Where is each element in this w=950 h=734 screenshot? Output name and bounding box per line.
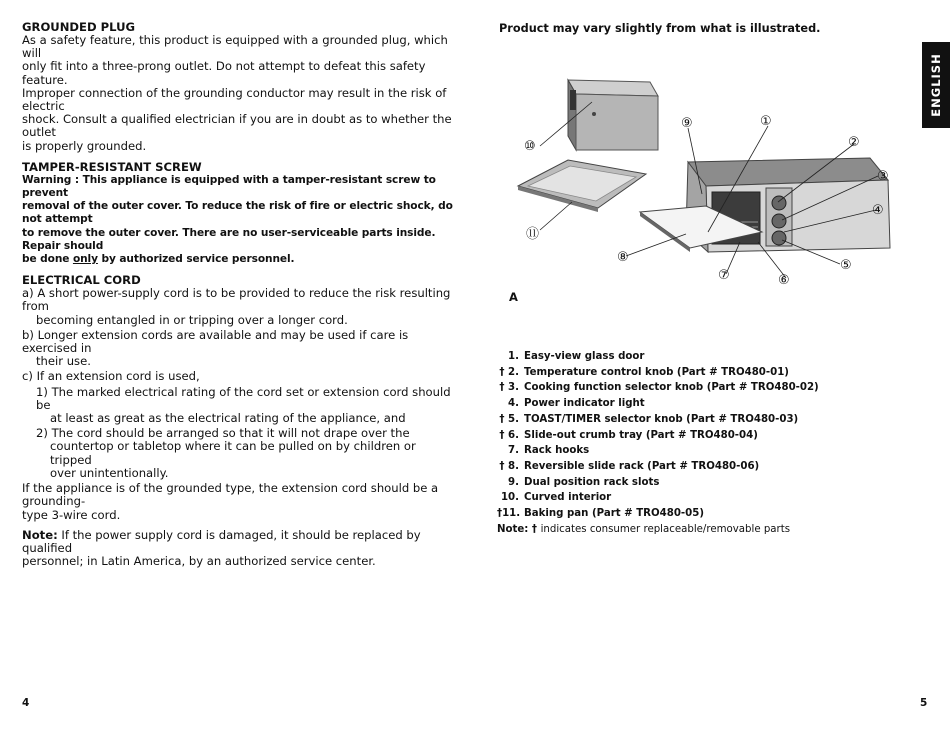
part-number: 1. — [508, 351, 519, 362]
dagger-symbol: † — [528, 523, 541, 535]
oven-drawing — [640, 158, 890, 252]
callout-9: ⑨ — [681, 116, 693, 131]
callout-3: ③ — [877, 169, 889, 184]
cord-grounded-line: If the appliance is of the grounded type, the extension cord should be a grounding- — [22, 481, 439, 509]
part-text: Rack hooks — [524, 445, 590, 457]
list-item — [497, 443, 819, 459]
page-number-right: 5 — [920, 697, 928, 709]
part-text: TOAST/TIMER selector knob (Part # TRO480-03) — [524, 413, 799, 425]
language-tab-label: ENGLISH — [929, 53, 943, 117]
grounded-plug-line: shock. Consult a qualified electrician if you are in doubt as to whether the outlet — [22, 112, 452, 140]
cord-subitem-2: 2) The cord should be arranged so that it will not drape over the — [36, 426, 410, 441]
tamper-warning-line: to remove the outer cover. There are no user-serviceable parts inside. Repair should — [22, 226, 436, 252]
tamper-text: by authorized service personnel. — [97, 253, 295, 266]
part-number: 10. — [500, 492, 519, 504]
list-item — [497, 506, 819, 522]
tamper-warning-line: Warning : This appliance is equipped with a tamper-resistant screw to prevent — [22, 173, 436, 200]
cord-item-a: a) A short power-supply cord is to be provided to reduce the risk resulting from — [22, 286, 451, 314]
cord-item-c: c) If an extension cord is used, — [22, 369, 200, 384]
callout-1: ① — [760, 114, 772, 129]
language-tab — [922, 42, 950, 128]
part-number: †11. — [497, 508, 521, 520]
parts-note-label: Note: — [497, 523, 529, 535]
part-text: Temperature control knob (Part # TRO480-01) — [524, 366, 789, 378]
part-number: † 6. — [499, 429, 519, 441]
grounded-plug-heading: GROUNDED PLUG — [22, 20, 136, 34]
callout-2: ② — [848, 135, 860, 150]
tamper-only-underlined: only — [72, 253, 98, 266]
list-item — [497, 396, 819, 412]
part-number: † 3. — [499, 382, 519, 394]
cord-note-text: If the power supply cord is damaged, it should be replaced by qualified — [22, 527, 421, 555]
part-number: 4. — [508, 398, 519, 410]
callout-4: ④ — [872, 203, 884, 218]
part-text: Slide-out crumb tray (Part # TRO480-04) — [524, 429, 758, 441]
grounded-plug-line: only fit into a three-prong outlet. Do not attempt to defeat this safety feature. — [22, 59, 426, 87]
cord-subitem-2-cont: over unintentionally. — [50, 465, 169, 480]
callout-8: ⑧ — [617, 250, 629, 265]
tamper-warning-line: removal of the outer cover. To reduce the risk of fire or electric shock, do not attempt — [22, 200, 453, 226]
cord-note — [22, 529, 460, 555]
baking-pan-drawing — [518, 160, 646, 212]
cord-note-label: Note: — [22, 527, 58, 542]
tamper-text: be done — [22, 253, 73, 266]
list-item — [497, 490, 819, 506]
part-number: 9. — [508, 476, 519, 488]
callout-5: ⑤ — [840, 258, 852, 273]
figure-label: A — [509, 290, 518, 304]
cord-item-b: b) Longer extension cords are available and may be used if care is exercised in — [22, 327, 409, 356]
list-item — [497, 380, 819, 396]
part-text: Baking pan (Part # TRO480-05) — [524, 508, 704, 520]
part-text: Easy-view glass door — [524, 351, 645, 362]
grounded-plug-line: Improper connection of the grounding conductor may result in the risk of electric — [22, 85, 447, 114]
crumb-tray-drawing — [568, 80, 658, 150]
part-text: Dual position rack slots — [524, 476, 660, 488]
callout-10: ⑩ — [524, 139, 536, 154]
page-number-left: 4 — [22, 697, 30, 709]
cord-subitem-1: 1) The marked electrical rating of the cord set or extension cord should be — [36, 384, 451, 412]
list-item — [497, 365, 819, 381]
callout-6: ⑥ — [778, 273, 790, 288]
cord-item-a-cont: becoming entangled in or tripping over a longer cord. — [36, 312, 348, 327]
part-number: † 2. — [499, 366, 519, 378]
list-item — [497, 428, 819, 444]
part-number: † 5. — [499, 413, 519, 425]
cord-subitem-1-cont: at least as great as the electrical rating of the appliance, and — [50, 411, 406, 426]
list-item — [497, 475, 819, 491]
right-page-title: Product may vary slightly from what is illustrated. — [499, 22, 821, 35]
part-text: Power indicator light — [524, 398, 645, 410]
tamper-heading: TAMPER-RESISTANT SCREW — [22, 159, 202, 174]
parts-list — [497, 349, 819, 537]
cord-item-b-cont: their use. — [36, 354, 91, 369]
list-item — [497, 349, 819, 365]
part-text: Cooking function selector knob (Part # TRO480-02) — [524, 382, 819, 394]
cord-note-cont: personnel; in Latin America, by an authorized service center. — [22, 554, 376, 569]
part-text: Curved interior — [524, 492, 612, 504]
tamper-warning-line — [22, 253, 460, 266]
part-number: 7. — [508, 445, 519, 457]
part-text: Reversible slide rack (Part # TRO480-06) — [524, 460, 760, 472]
list-item — [497, 459, 819, 475]
callout-7: ⑦ — [718, 268, 730, 283]
cord-subitem-2-cont: countertop or tabletop where it can be pulled on by children or tripped — [50, 439, 416, 467]
cord-grounded-line: type 3-wire cord. — [22, 507, 121, 522]
toaster-oven-illustration — [500, 62, 920, 322]
grounded-plug-line: As a safety feature, this product is equipped with a grounded plug, which will — [22, 33, 448, 61]
list-item — [497, 412, 819, 428]
grounded-plug-line: is properly grounded. — [22, 138, 147, 153]
part-number: † 8. — [499, 460, 519, 472]
callout-11: ⑪ — [526, 227, 540, 242]
parts-note — [497, 522, 819, 538]
parts-note-text: indicates consumer replaceable/removable parts — [540, 523, 791, 535]
left-page — [22, 20, 460, 568]
cord-heading: ELECTRICAL CORD — [22, 273, 141, 288]
